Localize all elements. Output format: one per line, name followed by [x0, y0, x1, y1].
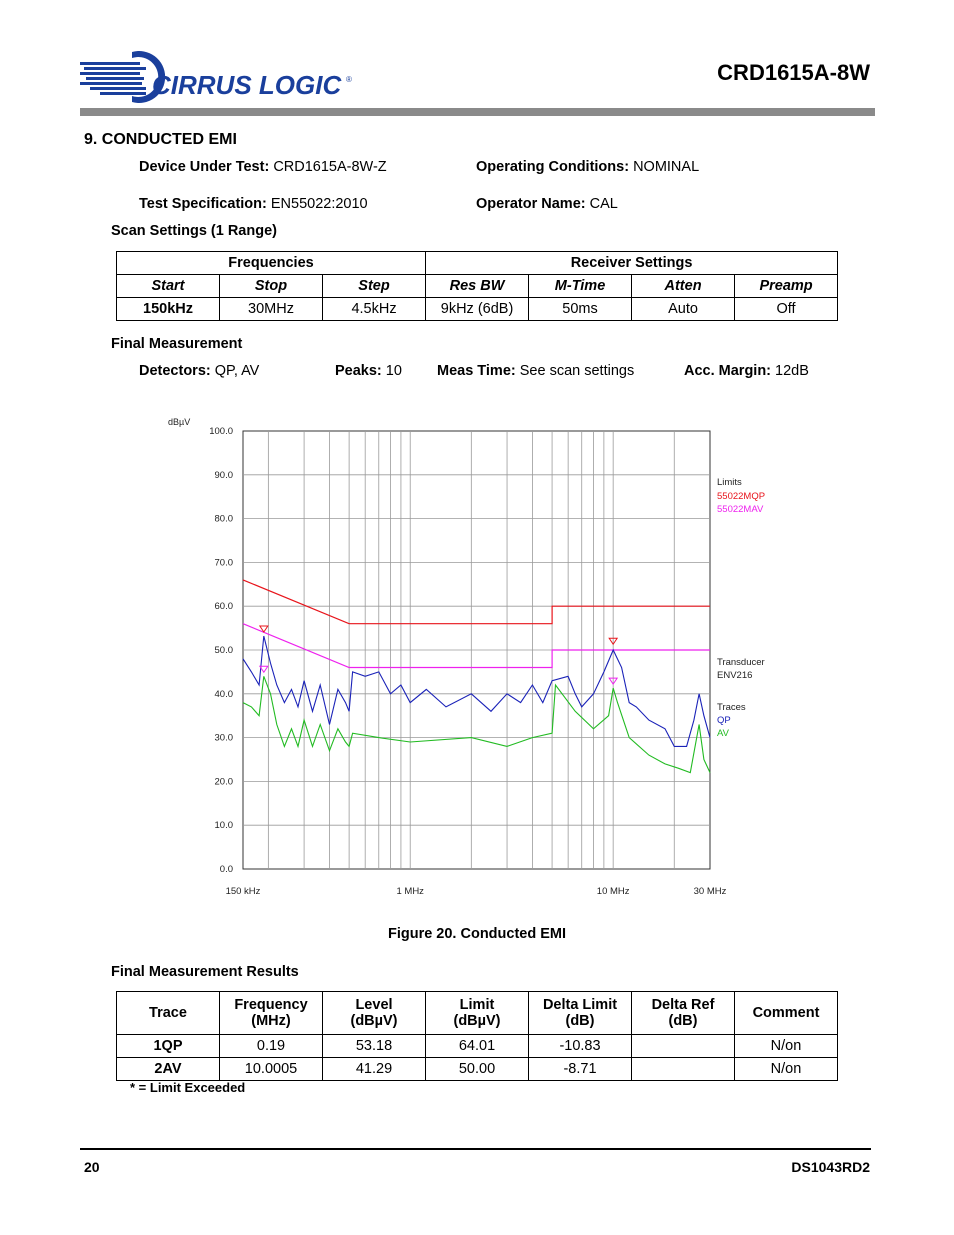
- legend-traces-title: Traces: [717, 702, 746, 713]
- limit-exceeded-footnote: * = Limit Exceeded: [130, 1080, 246, 1095]
- peaks-value: 10: [385, 363, 402, 379]
- y-tick-label: 80.0: [214, 513, 233, 525]
- scan-column-header-row: [117, 275, 838, 298]
- final-measurement-title: Final Measurement: [111, 336, 243, 352]
- meas-time-value: See scan settings: [519, 363, 635, 379]
- cell-comment: N/on: [735, 1058, 838, 1081]
- cell-preamp: Off: [735, 298, 838, 321]
- cell-level: 41.29: [323, 1058, 426, 1081]
- cell-limit: 50.00: [426, 1058, 529, 1081]
- col-trace: Trace: [117, 992, 220, 1035]
- spec-value: EN55022:2010: [270, 196, 368, 212]
- page-number: 20: [84, 1159, 100, 1175]
- logo-registered-mark: ®: [346, 75, 352, 84]
- cell-frequency: 0.19: [220, 1035, 323, 1058]
- margin-value: 12dB: [775, 363, 809, 379]
- y-tick-label: 0.0: [219, 864, 233, 875]
- table-row: [117, 1035, 838, 1058]
- cirrus-logic-logo: [80, 48, 360, 108]
- y-tick-label: 30.0: [214, 732, 233, 744]
- peaks: [335, 363, 402, 379]
- y-tick-label: 70.0: [214, 557, 233, 569]
- table-row: [117, 1058, 838, 1081]
- legend-trace-entry: AV: [717, 728, 729, 739]
- operator-name: [476, 196, 618, 212]
- y-axis-unit: dBµV: [168, 417, 191, 427]
- x-tick-label: 1 MHz: [396, 886, 424, 897]
- footer-divider: [80, 1148, 871, 1150]
- cell-delta-limit: -8.71: [529, 1058, 632, 1081]
- x-tick-label: 150 kHz: [225, 886, 261, 897]
- cirrus-logic-logo-mark: [80, 48, 360, 108]
- cell-stop: 30MHz: [220, 298, 323, 321]
- legend-transducer-entry: ENV216: [717, 670, 753, 681]
- cell-delta-ref: [632, 1035, 735, 1058]
- legend-limit-entry: 55022MAV: [717, 504, 764, 515]
- cell-m-time: 50ms: [529, 298, 632, 321]
- cell-level: 53.18: [323, 1035, 426, 1058]
- header-divider: [80, 108, 875, 116]
- test-specification: [139, 196, 368, 212]
- detectors-value: QP, AV: [214, 363, 260, 379]
- cell-limit: 64.01: [426, 1035, 529, 1058]
- conditions-value: NOMINAL: [633, 159, 700, 175]
- cell-res-bw: 9kHz (6dB): [426, 298, 529, 321]
- device-under-test: [139, 159, 387, 175]
- col-delta-limit: Delta Limit (dB): [529, 992, 632, 1035]
- detectors: [139, 363, 259, 379]
- col-atten: Atten: [632, 275, 735, 298]
- scan-group-header-row: [117, 252, 838, 275]
- col-stop: Stop: [220, 275, 323, 298]
- cell-delta-ref: [632, 1058, 735, 1081]
- cell-atten: Auto: [632, 298, 735, 321]
- cell-frequency: 10.0005: [220, 1058, 323, 1081]
- meas-time: [437, 363, 634, 379]
- col-level: Level (dBµV): [323, 992, 426, 1035]
- col-start: Start: [117, 275, 220, 298]
- cell-trace: 1QP: [117, 1035, 220, 1058]
- legend-limit-entry: 55022MQP: [717, 491, 766, 502]
- section-title: 9. CONDUCTED EMI: [84, 131, 237, 148]
- conducted-emi-chart: [0, 400, 954, 910]
- col-comment: Comment: [735, 992, 838, 1035]
- operating-conditions: [476, 159, 699, 175]
- col-m-time: M-Time: [529, 275, 632, 298]
- frequencies-header: Frequencies: [117, 252, 426, 275]
- figure-caption: Figure 20. Conducted EMI: [387, 926, 567, 942]
- y-tick-label: 50.0: [214, 645, 233, 656]
- margin-label: Acc. Margin:: [684, 363, 772, 379]
- operator-label: Operator Name:: [476, 196, 586, 212]
- peaks-label: Peaks:: [335, 363, 382, 379]
- logo-text: CIRRUS LOGIC: [152, 70, 342, 100]
- final-results-title: Final Measurement Results: [111, 964, 299, 980]
- device-value: CRD1615A-8W-Z: [273, 159, 387, 175]
- y-tick-label: 20.0: [214, 776, 233, 788]
- spec-label: Test Specification:: [139, 196, 267, 212]
- scan-settings-table: [116, 251, 838, 321]
- x-tick-label: 10 MHz: [596, 886, 630, 897]
- y-tick-label: 90.0: [214, 469, 233, 481]
- cell-comment: N/on: [735, 1035, 838, 1058]
- table-row: [117, 298, 838, 321]
- col-delta-ref: Delta Ref (dB): [632, 992, 735, 1035]
- legend-limits-title: Limits: [717, 477, 742, 488]
- x-tick-label: 30 MHz: [693, 886, 727, 897]
- cell-trace: 2AV: [117, 1058, 220, 1081]
- detectors-label: Detectors:: [139, 363, 211, 379]
- cell-start: 150kHz: [117, 298, 220, 321]
- conditions-label: Operating Conditions:: [476, 159, 630, 175]
- document-number: DS1043RD2: [791, 1159, 870, 1175]
- acc-margin: [684, 363, 809, 379]
- y-tick-label: 60.0: [214, 601, 233, 613]
- operator-value: CAL: [589, 196, 618, 212]
- meas-time-label: Meas Time:: [437, 363, 516, 379]
- col-res-bw: Res BW: [426, 275, 529, 298]
- receiver-settings-header: Receiver Settings: [426, 252, 838, 275]
- results-header-row: [117, 992, 838, 1035]
- scan-settings-title: Scan Settings (1 Range): [111, 223, 277, 239]
- col-frequency: Frequency (MHz): [220, 992, 323, 1035]
- legend-trace-entry: QP: [717, 715, 731, 726]
- cell-step: 4.5kHz: [323, 298, 426, 321]
- col-step: Step: [323, 275, 426, 298]
- col-preamp: Preamp: [735, 275, 838, 298]
- cell-delta-limit: -10.83: [529, 1035, 632, 1058]
- results-table: [116, 991, 838, 1081]
- y-tick-label: 40.0: [214, 688, 233, 700]
- device-label: Device Under Test:: [139, 159, 270, 175]
- y-tick-label: 10.0: [214, 820, 233, 832]
- col-limit: Limit (dBµV): [426, 992, 529, 1035]
- y-tick-label: 100.0: [209, 426, 233, 437]
- document-title: CRD1615A-8W: [717, 60, 870, 85]
- legend-transducer-title: Transducer: [717, 657, 765, 668]
